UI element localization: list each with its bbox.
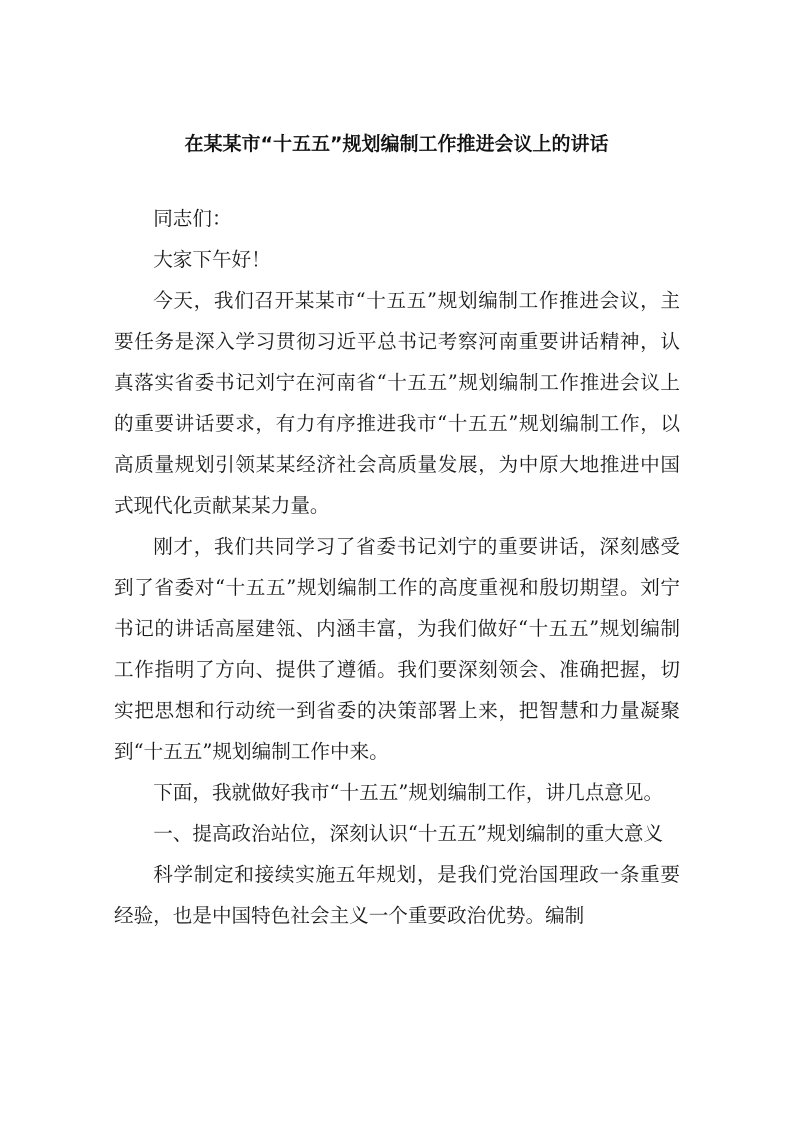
- greeting: 大家下午好！: [153, 248, 271, 271]
- paragraph-section-1: 科学制定和接续实施五年规划，是我们党治国理政一条重要经验，也是中国特色社会主义一个重要政治优势。编制: [114, 863, 680, 927]
- section-heading-1: 一、提高政治站位，深刻认识“十五五”规划编制的重大意义: [153, 822, 664, 845]
- paragraph-outline: 下面，我就做好我市“十五五”规划编制工作，讲几点意见。: [153, 781, 664, 804]
- document-title: 在某某市“十五五”规划编制工作推进会议上的讲话: [184, 133, 609, 155]
- paragraph-intro: 今天，我们召开某某市“十五五”规划编制工作推进会议，主要任务是深入学习贯彻习近平总书记考察河南重要讲话精神，认真落实省委书记刘宁在河南省“十五五”规划编制工作推进会议上的重要讲话要求，有力有序推进我市“十五五”规划编制工作，以高质量规划引领某某经济社会高质量发展，为中原大地推进中国式现代化贡献某某力量。: [114, 289, 680, 517]
- salutation: 同志们：: [153, 207, 232, 230]
- document-body: [114, 198, 680, 936]
- paragraph-study: 刚才，我们共同学习了省委书记刘宁的重要讲话，深刻感受到了省委对“十五五”规划编制工作的高度重视和殷切期望。刘宁书记的讲话高屋建瓴、内涵丰富，为我们做好“十五五”规划编制工作指明了方向、提供了遵循。我们要深刻领会、准确把握，切实把思想和行动统一到省委的决策部署上来，把智慧和力量凝聚到“十五五”规划编制工作中来。: [114, 535, 680, 763]
